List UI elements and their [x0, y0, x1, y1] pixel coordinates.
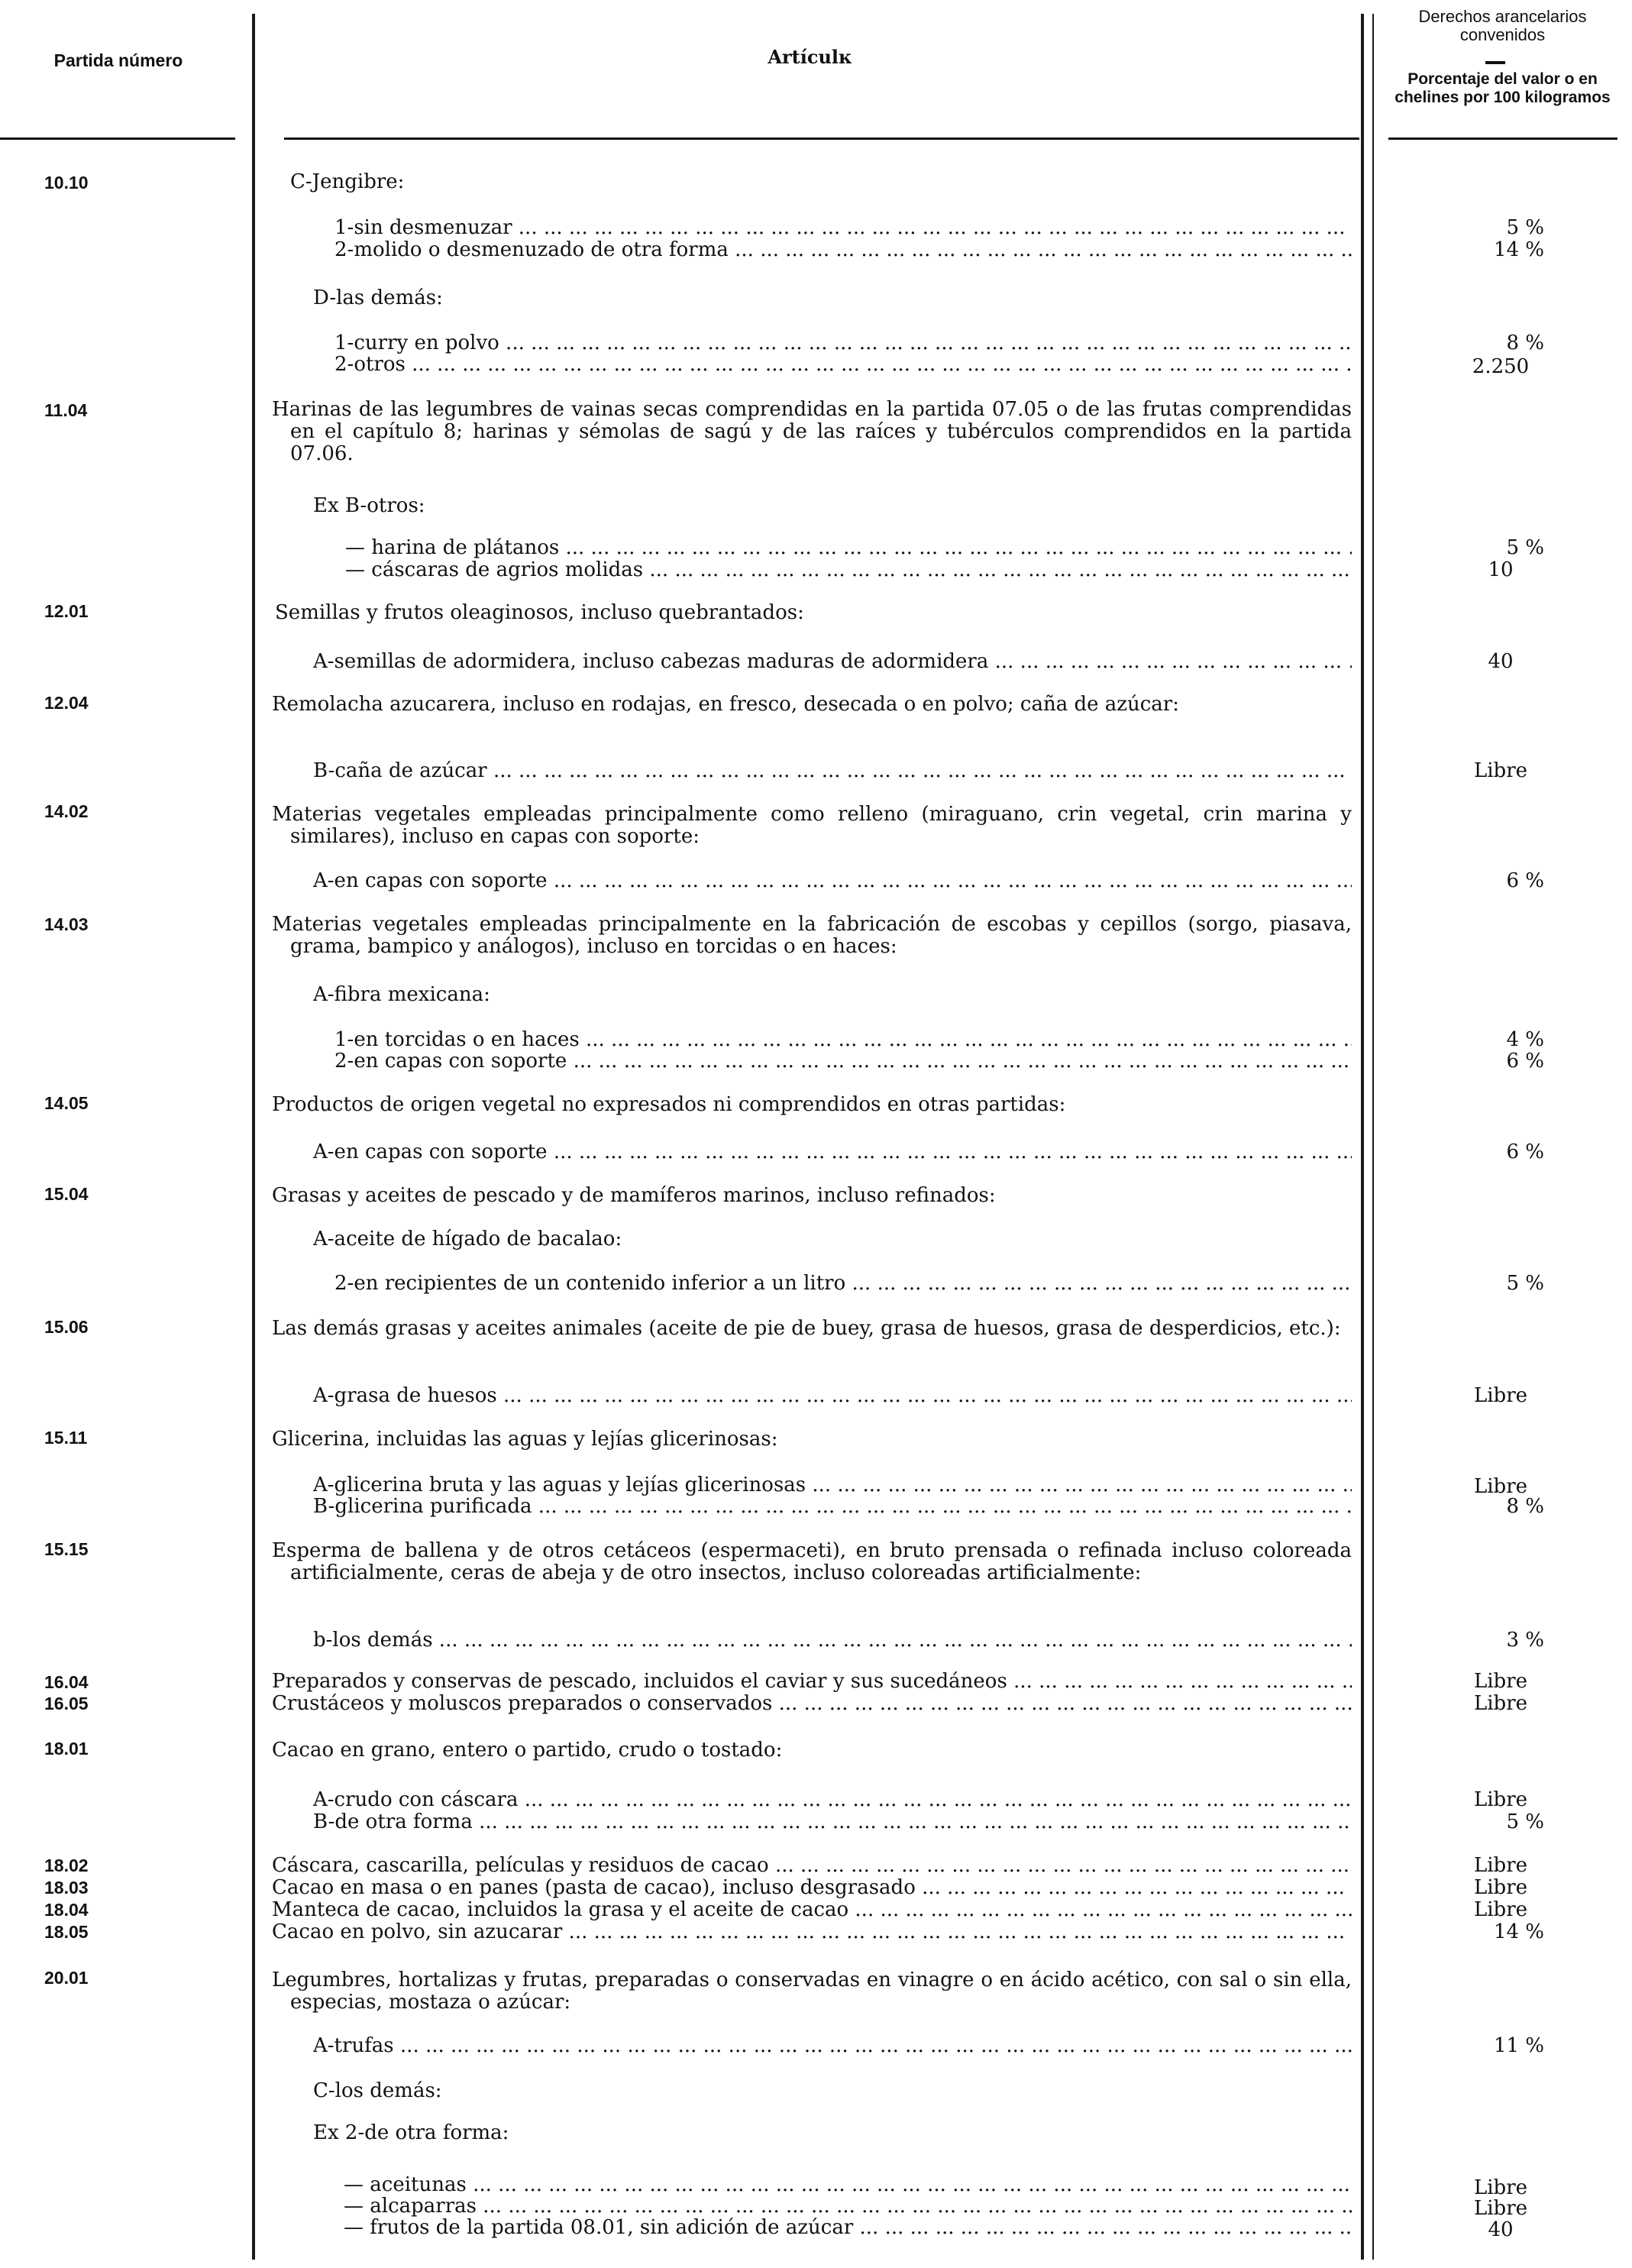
subheading: Ex B-otros:: [313, 495, 425, 517]
item-line: Manteca de cacao, incluidos la grasa y el aceite de cacao ... .: [272, 1899, 1352, 1921]
duty-value: Libre: [1473, 2197, 1528, 2220]
header-derechos: Derechos arancelarios convenidos: [1418, 7, 1587, 44]
item-line: Cacao en polvo, sin azucarar ... .: [272, 1921, 1352, 1943]
duty-value: 5 %: [1506, 216, 1544, 239]
heading-paragraph: Materias vegetales empleadas principalmente como relleno (miraguano, crin vegetal, crin marina y similares), incluso en capas con soporte:: [272, 803, 1352, 848]
item-line: — harina de plátanos ... .: [345, 537, 1352, 559]
item-line: Preparados y conservas de pescado, incluidos el caviar y sus sucedáneos ... .: [272, 1671, 1352, 1693]
heading-paragraph: Remolacha azucarera, incluso en rodajas, en fresco, desecada o en polvo; caña de azúcar:: [272, 693, 1179, 716]
partida-number: 11.04: [44, 400, 88, 420]
heading-line: Productos de origen vegetal no expresados ni comprendidos en otras partidas:: [272, 1094, 1066, 1116]
heading-line: Semillas y frutos oleaginosos, incluso quebrantados:: [275, 602, 804, 624]
item-line: B-glicerina purificada ... .: [313, 1496, 1352, 1518]
item-line: — aceitunas ... .: [344, 2174, 1352, 2196]
partida-number: 15.11: [44, 1428, 88, 1448]
duty-value: 6 %: [1506, 869, 1544, 892]
item-line: A-en capas con soporte ... .: [313, 1141, 1352, 1163]
duty-value: 6 %: [1506, 1140, 1544, 1163]
duty-value: Libre: [1473, 1876, 1528, 1899]
item-line: 1-sin desmenuzar ... .: [334, 217, 1352, 239]
duty-value: Libre: [1473, 2176, 1528, 2199]
partida-number: 16.05: [44, 1694, 89, 1713]
duty-value: Libre: [1473, 1788, 1528, 1811]
item-line: — alcaparras ... .: [344, 2195, 1352, 2218]
item-line: B-caña de azúcar ... .: [313, 760, 1352, 782]
partida-number: 12.04: [44, 693, 89, 713]
subheading: A-aceite de hígado de bacalao:: [313, 1228, 622, 1250]
item-line: A-glicerina bruta y las aguas y lejías glicerinosas ... .: [313, 1474, 1352, 1496]
duty-value: 10: [1488, 558, 1514, 581]
item-line: A-crudo con cáscara ... .: [313, 1789, 1352, 1811]
header-rule-middle: [284, 138, 1359, 140]
item-line: 2-otros ... .: [334, 354, 1352, 376]
duty-value: Libre: [1473, 1475, 1528, 1498]
subheading: C-Jengibre:: [290, 171, 405, 193]
subheading: Ex 2-de otra forma:: [313, 2122, 509, 2144]
heading-paragraph: Materias vegetales empleadas principalmente en la fabricación de escobas y cepillos (sorgo, piasava, grama, bampico y análogos), incluso en torcidas o en haces:: [272, 913, 1352, 958]
item-line: A-semillas de adormidera, incluso cabezas maduras de adormidera ... .: [313, 651, 1352, 673]
item-line: Cáscara, cascarilla, películas y residuos de cacao ... .: [272, 1855, 1352, 1877]
duty-value: 40: [1488, 650, 1514, 673]
column-divider-right: [1361, 14, 1364, 2260]
duty-value: 14 %: [1493, 238, 1544, 261]
subheading: A-fibra mexicana:: [313, 984, 490, 1006]
item-line: 1-curry en polvo ... .: [334, 332, 1352, 354]
duty-value: 11 %: [1493, 2034, 1544, 2057]
partida-number: 15.06: [44, 1317, 89, 1337]
item-line: 2-en capas con soporte ... .: [334, 1050, 1352, 1073]
duty-value: 6 %: [1506, 1050, 1544, 1073]
duty-value: Libre: [1473, 1670, 1528, 1693]
item-line: b-los demás ... .: [313, 1629, 1352, 1652]
header-dash: [1485, 61, 1505, 64]
duty-value: 3 %: [1506, 1629, 1544, 1652]
heading-line: Grasas y aceites de pescado y de mamíferos marinos, incluso refinados:: [272, 1185, 996, 1207]
partida-number: 16.04: [44, 1672, 89, 1692]
partida-number: 10.10: [44, 173, 89, 193]
header-rule-right: [1388, 138, 1617, 140]
partida-number: 18.01: [44, 1739, 89, 1758]
item-line: — frutos de la partida 08.01, sin adición de azúcar ... .: [344, 2217, 1352, 2239]
item-line: 2-molido o desmenuzado de otra forma ... .: [334, 239, 1352, 261]
partida-number: 18.03: [44, 1878, 89, 1898]
heading-paragraph: Esperma de ballena y de otros cetáceos (espermaceti), en bruto prensada o refinada incluso coloreada artificialmente, ceras de abeja y de otro insectos, incluso coloreadas artificialmente:: [272, 1539, 1352, 1584]
duty-value: 5 %: [1506, 1272, 1544, 1295]
heading-paragraph: Las demás grasas y aceites animales (aceite de pie de buey, grasa de huesos, grasa de desperdicios, etc.):: [272, 1317, 1341, 1340]
heading-paragraph: Legumbres, hortalizas y frutas, preparadas o conservadas en vinagre o en ácido acético, con sal o sin ella, especias, mostaza o azúcar:: [272, 1969, 1352, 2014]
partida-number: 18.02: [44, 1855, 89, 1875]
subheading: D-las demás:: [313, 287, 443, 309]
partida-number: 18.05: [44, 1922, 89, 1942]
item-line: Crustáceos y moluscos preparados o conservados ... .: [272, 1693, 1352, 1715]
partida-number: 15.15: [44, 1539, 89, 1559]
duty-value: 40: [1488, 2218, 1514, 2241]
item-line: A-grasa de huesos ... .: [313, 1385, 1352, 1407]
partida-number: 14.05: [44, 1093, 89, 1113]
header-articulo: Artículĸ: [768, 46, 852, 68]
item-line: B-de otra forma ... .: [313, 1811, 1352, 1833]
item-line: Cacao en masa o en panes (pasta de cacao), incluso desgrasado ... .: [272, 1877, 1352, 1899]
column-divider-left: [252, 14, 255, 2260]
heading-line: Glicerina, incluidas las aguas y lejías glicerinosas:: [272, 1428, 778, 1451]
duty-value: 14 %: [1493, 1920, 1544, 1943]
duty-value: 8 %: [1506, 1495, 1544, 1518]
header-rule-left: [0, 138, 235, 140]
duty-value: 2.250: [1472, 355, 1530, 378]
item-line: 2-en recipientes de un contenido inferior a un litro ... .: [334, 1273, 1352, 1295]
partida-number: 12.01: [44, 601, 89, 621]
duty-value: 5 %: [1506, 1810, 1544, 1833]
subheading: C-los demás:: [313, 2080, 442, 2102]
item-line: A-trufas ... .: [313, 2035, 1352, 2057]
duty-value: Libre: [1473, 759, 1528, 782]
header-partida: Partida número: [53, 50, 183, 70]
duty-value: Libre: [1473, 1692, 1528, 1715]
partida-number: 18.04: [44, 1900, 89, 1920]
duty-value: Libre: [1473, 1898, 1528, 1921]
duty-value: Libre: [1473, 1384, 1528, 1407]
item-line: A-en capas con soporte ... .: [313, 870, 1352, 892]
duty-value: 4 %: [1506, 1028, 1544, 1051]
item-line: — cáscaras de agrios molidas ... .: [345, 559, 1352, 581]
item-line: 1-en torcidas o en haces ... .: [334, 1029, 1352, 1051]
heading-line: Cacao en grano, entero o partido, crudo o tostado:: [272, 1739, 783, 1762]
duty-value: Libre: [1473, 1854, 1528, 1877]
duty-value: 5 %: [1506, 536, 1544, 559]
duty-value: 8 %: [1506, 332, 1544, 354]
partida-number: 14.03: [44, 914, 89, 934]
partida-number: 14.02: [44, 801, 89, 821]
partida-number: 20.01: [44, 1968, 89, 1988]
heading-paragraph: Harinas de las legumbres de vainas secas comprendidas en la partida 07.05 o de las frutas comprendidas en el capítulo 8; harinas y sémolas de sagú y de las raíces y tubérculos comprendidos en la partida 07.06.: [272, 398, 1352, 465]
header-porcentaje: Porcentaje del valor o en chelines por 100 kilogramos: [1394, 70, 1611, 106]
partida-number: 15.04: [44, 1184, 89, 1204]
